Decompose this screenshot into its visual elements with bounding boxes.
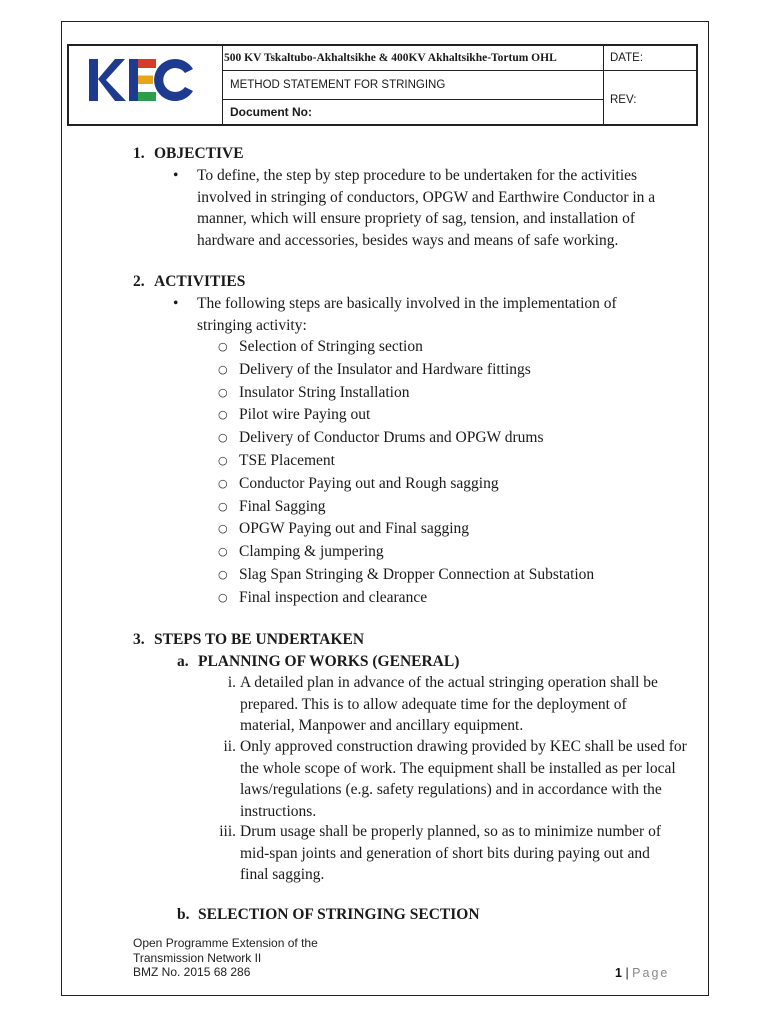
list-item: ○ Conductor Paying out and Rough sagging — [218, 473, 658, 496]
subsection-heading-selection: b. SELECTION OF STRINGING SECTION — [177, 906, 480, 923]
section-heading-steps: 3. STEPS TO BE UNDERTAKEN — [133, 631, 365, 648]
circle-bullet-icon: ○ — [218, 385, 228, 399]
document-title: METHOD STATEMENT FOR STRINGING — [222, 71, 604, 100]
list-item: ○ TSE Placement — [218, 450, 658, 473]
circle-bullet-icon: ○ — [218, 567, 228, 581]
circle-bullet-icon: ○ — [218, 545, 228, 559]
footer-line: Transmission Network II — [133, 950, 262, 965]
list-item: ○ Slag Span Stringing & Dropper Connection at Substation — [218, 564, 658, 587]
circle-bullet-icon: ○ — [218, 431, 228, 445]
circle-bullet-icon: ○ — [218, 499, 228, 513]
section-heading-objective: 1. OBJECTIVE — [133, 145, 244, 162]
logo-cell — [69, 46, 223, 124]
list-item: ○ Delivery of the Insulator and Hardware fittings — [218, 359, 658, 382]
planning-item-2: ii. Only approved construction drawing provided by KEC shall be used for the whole scope of work. The equipment shall be installed as per local laws/regulations (e.g. safety regulations) and in accordance with the instructions. — [223, 738, 687, 820]
list-item: ○ Final Sagging — [218, 496, 658, 519]
bullet-icon: • — [173, 295, 179, 312]
date-label: DATE: — [604, 46, 696, 71]
list-item: ○ OPGW Paying out and Final sagging — [218, 518, 658, 541]
page-footer — [133, 936, 318, 980]
circle-bullet-icon: ○ — [218, 522, 228, 536]
bullet-icon: • — [173, 167, 179, 184]
project-title: 500 KV Tskaltubo-Akhaltsikhe & 400KV Akhaltsikhe-Tortum OHL — [222, 46, 604, 71]
subsection-heading-planning: a. PLANNING OF WORKS (GENERAL) — [177, 653, 460, 670]
objective-bullet — [173, 165, 673, 251]
document-number-label: Document No: — [222, 100, 604, 124]
revision-label: REV: — [610, 94, 637, 106]
circle-bullet-icon: ○ — [218, 590, 228, 604]
list-item: ○ Pilot wire Paying out — [218, 404, 658, 427]
objective-text: To define, the step by step procedure to be undertaken for the activities involved in stringing of conductors, OPGW and Earthwire Conductor in a manner, which will ensure propriety of sag, tension, and installation of hardware and accessories, besides ways and means of safe working. — [197, 167, 656, 249]
planning-item-3: iii. Drum usage shall be properly planned, so as to minimize number of mid-span joints and generation of short bits during paying out and final sagging. — [219, 823, 661, 883]
section-heading-activities: 2. ACTIVITIES — [133, 273, 246, 290]
footer-line: Open Programme Extension of the — [133, 936, 318, 950]
activities-intro-text: The following steps are basically involved in the implementation of stringing activity: — [197, 295, 617, 334]
circle-bullet-icon: ○ — [218, 453, 228, 467]
circle-bullet-icon: ○ — [218, 362, 228, 376]
list-item: ○ Insulator String Installation — [218, 382, 658, 405]
page-number: 1 | Page — [615, 966, 670, 980]
footer-line: BMZ No. 2015 68 286 — [133, 965, 251, 979]
activities-bullet — [173, 293, 663, 336]
kec-logo — [89, 57, 194, 103]
document-header — [67, 44, 698, 126]
circle-bullet-icon: ○ — [218, 340, 228, 353]
circle-bullet-icon: ○ — [218, 408, 228, 422]
list-item: ○ Final inspection and clearance — [218, 587, 658, 610]
list-item: ○ Delivery of Conductor Drums and OPGW drums — [218, 427, 658, 450]
activities-list — [218, 336, 658, 610]
list-item: ○ Clamping & jumpering — [218, 541, 658, 564]
list-item: ○ Selection of Stringing section — [218, 336, 658, 359]
circle-bullet-icon: ○ — [218, 476, 228, 490]
planning-item-1: i. A detailed plan in advance of the actual stringing operation shall be prepared. This is to allow adequate time for the deployment of material, Manpower and ancillary equipment. — [227, 674, 658, 734]
